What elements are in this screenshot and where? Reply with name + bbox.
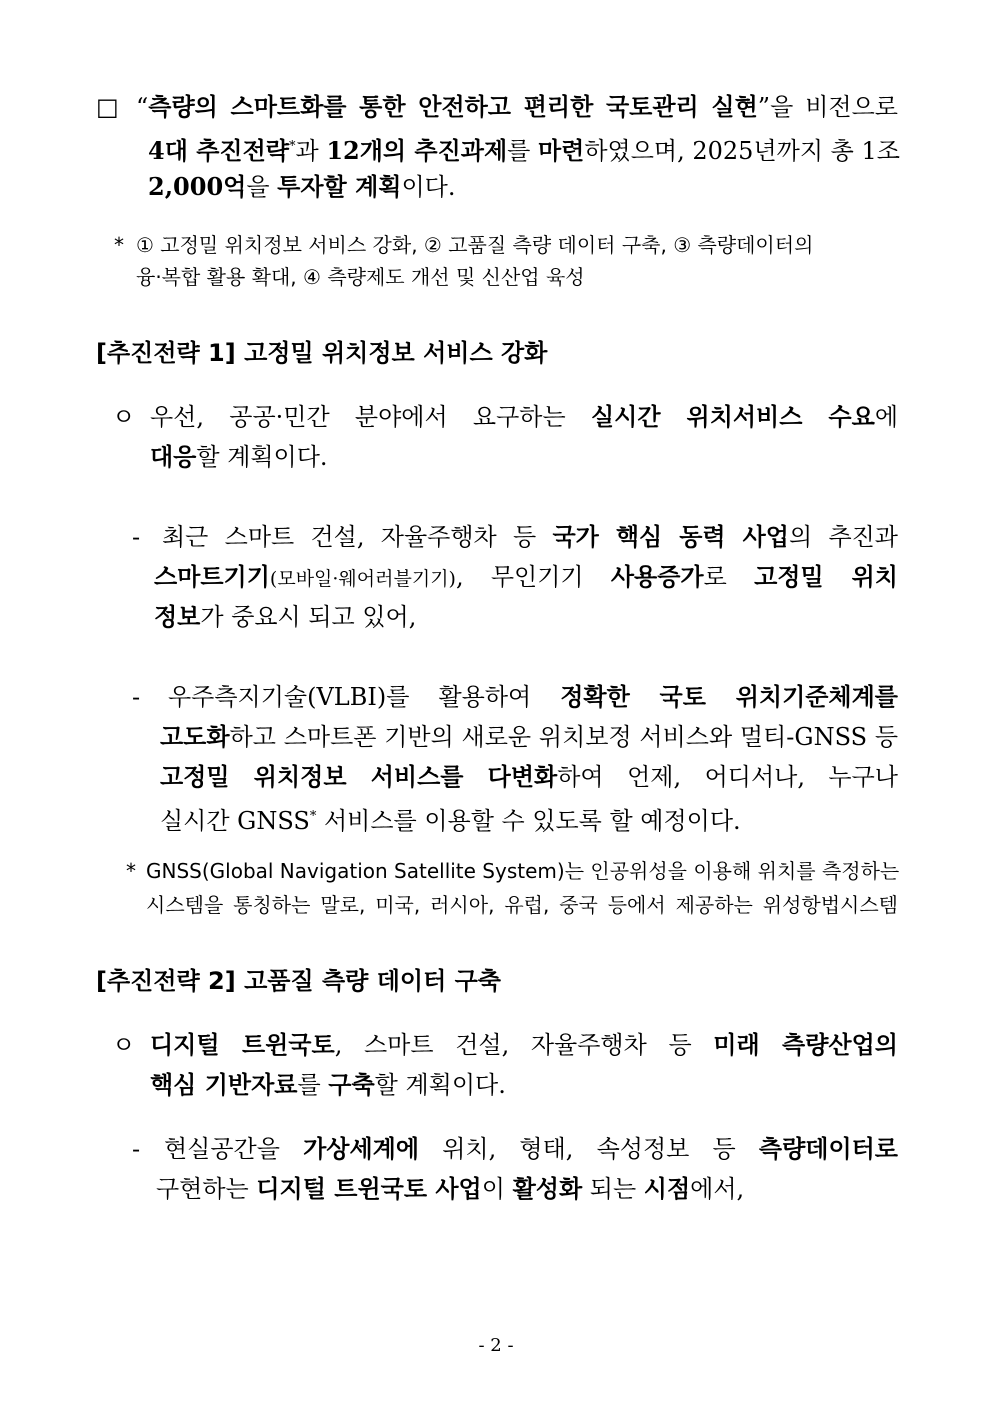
intro-line-3: 2,000억을 투자할 계획이다. — [148, 172, 456, 201]
intro-line-2: 4대 추진전략*과 12개의 추진과제를 마련하였으며, 2025년까지 총 1조 — [148, 136, 900, 165]
strategy1-note-line-1: GNSS(Global Navigation Satellite System)는 인공위성을 이용해 위치를 측정하는 — [146, 859, 900, 883]
intro-note-mark: * — [114, 233, 124, 257]
strategy1-p3-line-2: 고도화하고 스마트폰 기반의 새로운 위치보정 서비스와 멀티-GNSS 등 — [160, 722, 898, 751]
strategy1-p1-line-1: 우선, 공공·민간 분야에서 요구하는 실시간 위치서비스 수요에 — [150, 402, 898, 431]
strategy1-p3-line-4: 실시간 GNSS* 서비스를 이용할 수 있도록 할 예정이다. — [160, 807, 741, 835]
strategy2-p1-line-1: 디지털 트윈국토, 스마트 건설, 자율주행차 등 미래 측량산업의 — [150, 1030, 898, 1059]
page-number: - 2 - — [478, 1335, 514, 1356]
strategy1-p2-line-2: 스마트기기(모바일·웨어러블기기), 무인기기 사용증가로 고정밀 위치 — [154, 562, 898, 591]
strategy1-heading: [추진전략 1] 고정밀 위치정보 서비스 강화 — [96, 339, 548, 367]
strategy2-p1-bullet: ㅇ — [112, 1031, 136, 1059]
strategy2-p1-line-2: 핵심 기반자료를 구축할 계획이다. — [150, 1070, 506, 1099]
strategy1-note-line-2: 시스템을 통칭하는 말로, 미국, 러시아, 유럽, 중국 등에서 제공하는 위성항법시스템 — [146, 893, 898, 917]
strategy2-p2-line-1: 현실공간을 가상세계에 위치, 형태, 속성정보 등 측량데이터로 — [164, 1134, 898, 1163]
strategy1-note-mark: * — [126, 859, 136, 883]
intro-note-line-1: ① 고정밀 위치정보 서비스 강화, ② 고품질 측량 데이터 구축, ③ 측량데이터의 — [136, 233, 814, 257]
strategy1-p1-bullet: ㅇ — [112, 403, 136, 431]
intro-line-1: “측량의 스마트화를 통한 안전하고 편리한 국토관리 실현”을 비전으로 — [136, 92, 898, 121]
strategy2-p2-line-2: 구현하는 디지털 트윈국토 사업이 활성화 되는 시점에서, — [156, 1174, 745, 1203]
strategy1-p2-line-3: 정보가 중요시 되고 있어, — [154, 602, 417, 631]
strategy1-p3-line-3: 고정밀 위치정보 서비스를 다변화하여 언제, 어디서나, 누구나 — [160, 762, 898, 791]
intro-note-line-2: 융·복합 활용 확대, ④ 측량제도 개선 및 신산업 육성 — [136, 265, 585, 289]
strategy2-p2-dash: - — [132, 1135, 141, 1163]
intro-bullet: □ — [96, 93, 119, 121]
strategy2-heading: [추진전략 2] 고품질 측량 데이터 구축 — [96, 967, 501, 995]
strategy1-p3-dash: - — [132, 683, 141, 711]
strategy1-p2-dash: - — [132, 523, 141, 551]
strategy1-p1-line-2: 대응할 계획이다. — [150, 442, 328, 471]
strategy1-p3-line-1: 우주측지기술(VLBI)를 활용하여 정확한 국토 위치기준체계를 — [168, 682, 898, 711]
strategy1-p2-line-1: 최근 스마트 건설, 자율주행차 등 국가 핵심 동력 사업의 추진과 — [162, 522, 898, 551]
